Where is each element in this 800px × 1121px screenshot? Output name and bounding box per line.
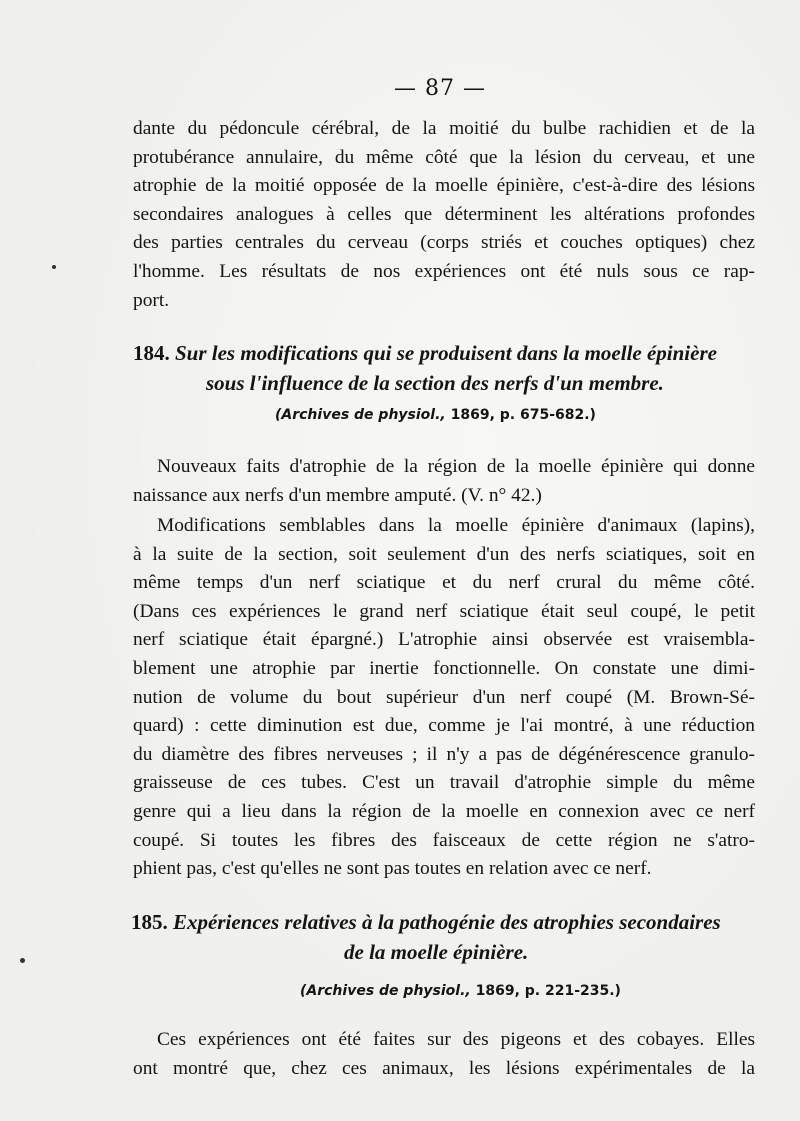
text-line: Ces expériences ont été faites sur des pigeons et des cobayes. Elles (157, 1029, 755, 1050)
text-line: des parties centrales du cerveau (corps striés et couches optiques) chez (133, 232, 755, 254)
text-line: port. (133, 289, 170, 311)
page-number: — 87 — (394, 76, 486, 101)
text-line: nerf sciatique était épargné.) L'atrophie ainsi observée est vraisembla- (133, 629, 755, 651)
text-line: atrophie de la moitié opposée de la moelle épinière, c'est-à-dire des lésions (133, 175, 755, 197)
text-line: ont montré que, chez ces animaux, les lésions expérimentales de la (133, 1057, 755, 1079)
text-line: phient pas, c'est qu'elles ne sont pas toutes en relation avec ce nerf. (133, 858, 652, 880)
section-185-paragraph-1 (133, 1026, 755, 1083)
text-line: protubérance annulaire, du même côté que la lésion du cerveau, et une (133, 146, 755, 168)
citation-detail: 1869, p. 221-235.) (475, 983, 621, 999)
section-185-heading (131, 908, 721, 936)
text-line: graisseuse de ces tubes. C'est un travail d'atrophie simple du même (133, 772, 755, 794)
citation-source: (Archives de physiol., (300, 983, 471, 999)
text-line: dante du pédoncule cérébral, de la moitié du bulbe rachidien et de la (133, 118, 755, 139)
section-185-title-line2: de la moelle épinière. (344, 940, 529, 964)
text-line: même temps d'un nerf sciatique et du nerf crural du même côté. (133, 572, 755, 594)
citation-detail: 1869, p. 675-682.) (450, 407, 596, 423)
section-number: 185. (131, 910, 168, 934)
margin-speck (20, 958, 25, 963)
text-line: à la suite de la section, soit seulement d'un des nerfs sciatiques, soit en (133, 543, 755, 565)
text-line: naissance aux nerfs d'un membre amputé. (V. n° 42.) (133, 484, 542, 506)
section-184-citation (275, 407, 596, 423)
margin-speck (52, 265, 56, 269)
section-184-paragraph-1 (133, 453, 755, 510)
text-line: blement une atrophie par inertie fonctionnelle. On constate une dimi- (133, 657, 755, 679)
text-line: Nouveaux faits d'atrophie de la région de la moelle épinière qui donne (157, 456, 755, 477)
continuation-paragraph (133, 115, 755, 315)
text-line: l'homme. Les résultats de nos expériences ont été nuls sous ce rap- (133, 260, 755, 282)
section-184-paragraph-2 (133, 512, 755, 884)
section-185-citation (300, 983, 621, 999)
text-line: quard) : cette diminution est due, comme je l'ai montré, à une réduction (133, 715, 755, 737)
text-line: nution de volume du bout supérieur d'un nerf coupé (M. Brown-Sé- (133, 686, 755, 708)
section-184-heading (133, 339, 717, 367)
text-line: (Dans ces expériences le grand nerf sciatique était seul coupé, le petit (133, 600, 755, 622)
text-line: genre qui a lieu dans la région de la moelle en connexion avec ce nerf (133, 800, 755, 822)
section-title: Sur les modifications qui se produisent dans la moelle épinière (175, 341, 717, 365)
section-title: Expériences relatives à la pathogénie des atrophies secondaires (173, 910, 721, 934)
section-number: 184. (133, 341, 170, 365)
section-184-title-line2: sous l'influence de la section des nerfs d'un membre. (206, 371, 664, 395)
text-line: secondaires analogues à celles que déterminent les altérations profondes (133, 203, 755, 225)
text-line: Modifications semblables dans la moelle épinière d'animaux (lapins), (157, 515, 755, 536)
citation-source: (Archives de physiol., (275, 407, 446, 423)
text-line: du diamètre des fibres nerveuses ; il n'y a pas de dégénérescence granulo- (133, 743, 755, 765)
text-line: coupé. Si toutes les fibres des faisceaux de cette région ne s'atro- (133, 829, 755, 851)
